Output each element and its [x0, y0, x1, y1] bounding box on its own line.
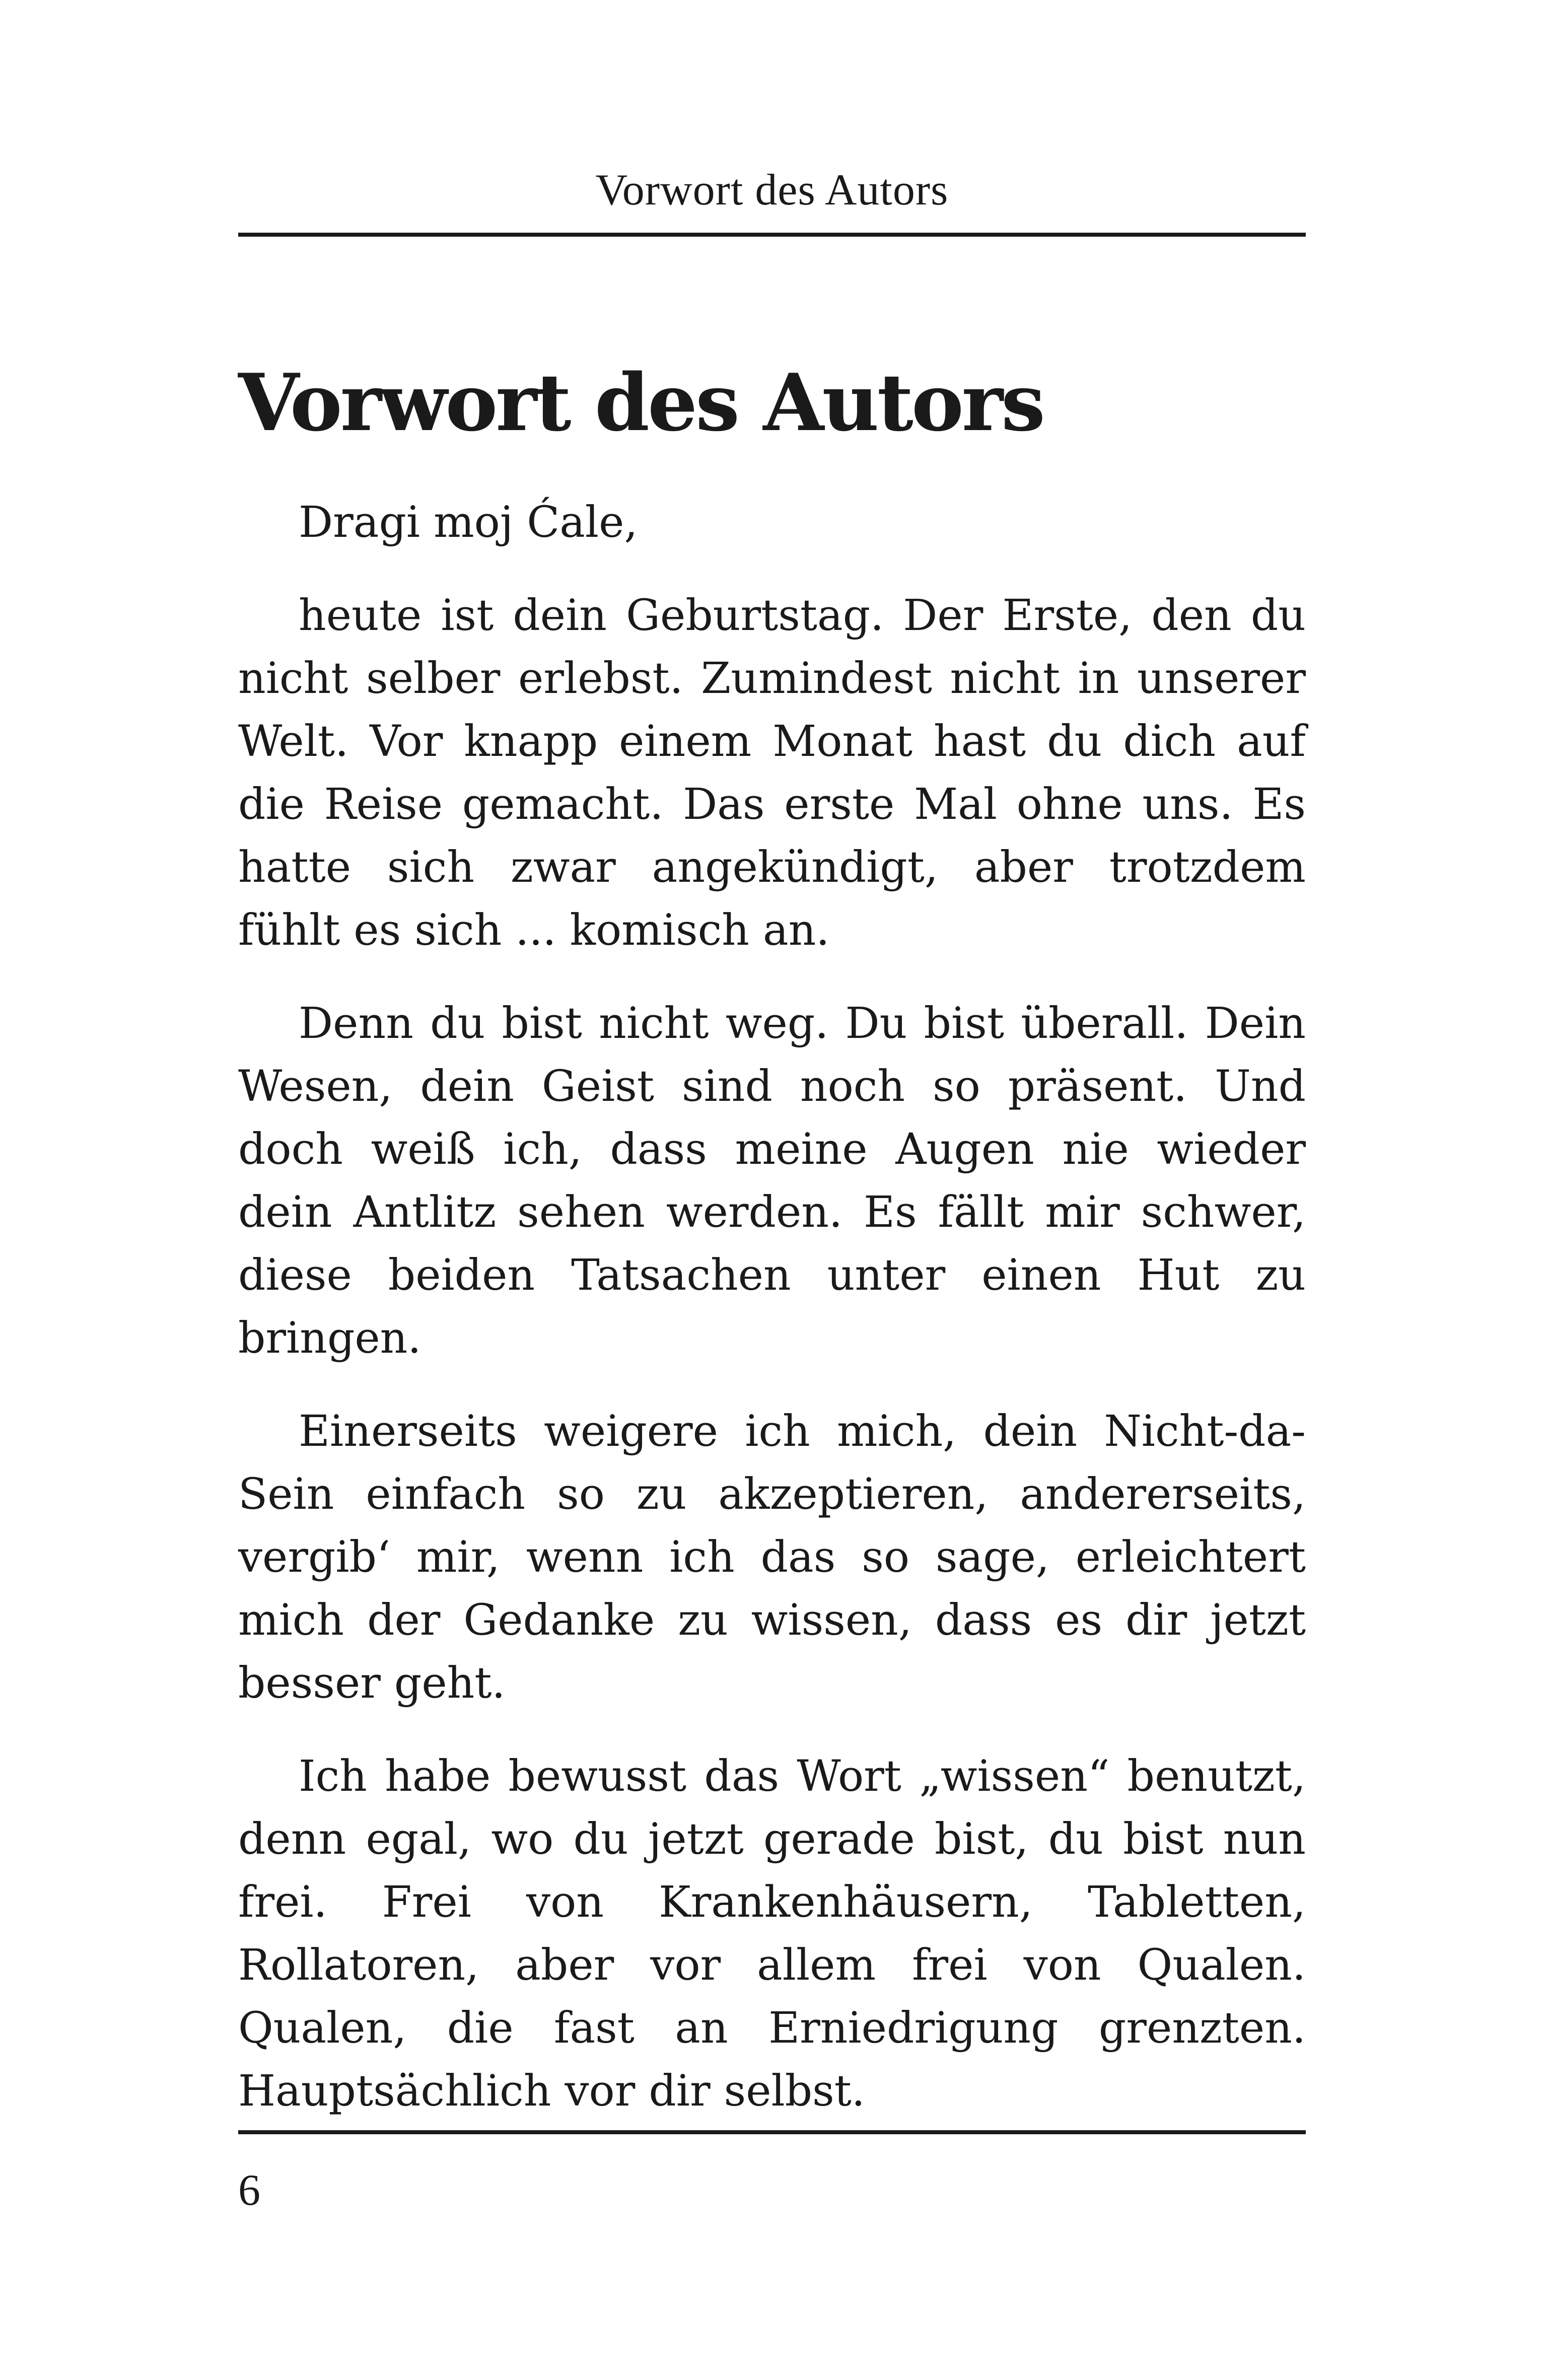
page-number: 6 — [238, 2166, 260, 2215]
paragraph: heute ist dein Geburtstag. Der Erste, den du nicht selber erlebst. Zumindest nicht in unserer Welt. Vor knapp einem Monat hast du dich auf die Reise gemacht. Das erste Mal ohne uns. Es hatte sich zwar angekündigt, aber trotzdem fühlt es sich ... komisch an. — [238, 591, 1306, 955]
running-header: Vorwort des Autors — [595, 166, 949, 215]
paragraph: Einerseits weigere ich mich, dein Nicht-da-Sein einfach so zu akzeptieren, andererseits, vergib‘ mir, wenn ich das so sage, erleichtert mich der Gedanke zu wissen, dass es dir jetzt besser geht. — [238, 1407, 1306, 1708]
body-text — [238, 491, 1306, 2153]
paragraph: Denn du bist nicht weg. Du bist überall. Dein Wesen, dein Geist sind noch so präsent. Und doch weiß ich, dass meine Augen nie wieder dein Antlitz sehen werden. Es fällt mir schwer, diese beiden Tatsachen unter einen Hut zu bringen. — [238, 999, 1306, 1363]
paragraph: Ich habe bewusst das Wort „wissen“ benutzt, denn egal, wo du jetzt gerade bist, du bist nun frei. Frei von Krankenhäusern, Tabletten, Rollatoren, aber vor allem frei von Qualen. Qualen, die fast an Erniedrigung grenzten. Hauptsächlich vor dir selbst. — [238, 1752, 1306, 2116]
salutation: Dragi moj Ćale, — [299, 498, 638, 547]
chapter-title: Vorwort des Autors — [238, 357, 1043, 449]
header-rule — [238, 233, 1306, 237]
footer-rule — [238, 2130, 1306, 2134]
